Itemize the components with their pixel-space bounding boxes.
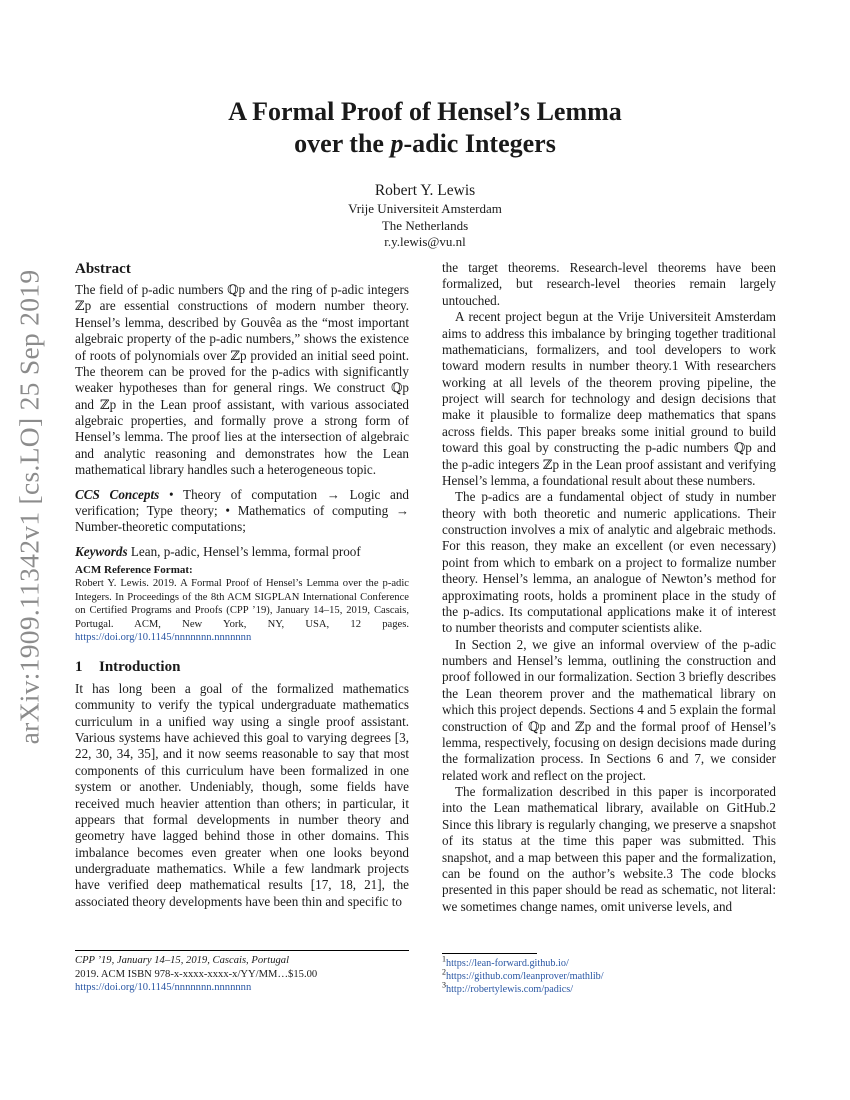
acm-reference <box>75 564 409 645</box>
footnote-rule <box>442 953 537 954</box>
right-paragraph-1: the target theorems. Research-level theorems have been formalized, but research-level theories remain largely untouched. <box>442 260 776 308</box>
ccs-label: CCS Concepts <box>75 486 160 502</box>
left-column <box>75 260 409 910</box>
footnote-2-url[interactable]: https://github.com/leanprover/mathlib/ <box>446 971 604 982</box>
right-paragraph-4: In Section 2, we give an informal overview of the p-adic numbers and Hensel’s lemma, outlining the construction and proof followed in our formalization. Section 3 briefly describes the Lean theorem prover and the mathematical library on which this project depends. Sections 4 and 5 explain the formal construction of ℚp and ℤp and the formal proof of Hensel’s lemma, respectively, focusing on design decisions made during the formalization process. In Sections 6 and 7, we consider related work and reflect on the project. <box>442 636 776 783</box>
conference-doi[interactable]: https://doi.org/10.1145/nnnnnnn.nnnnnnn <box>75 982 252 994</box>
title-line-1: A Formal Proof of Hensel’s Lemma <box>228 97 622 126</box>
conference-venue: CPP ’19, January 14–15, 2019, Cascais, Portugal <box>75 955 290 966</box>
right-paragraph-2: A recent project begun at the Vrije Universiteit Amsterdam aims to address this imbalance by bringing together traditional mathematicians, formalizers, and tool developers to work toward modern results in number theory.1 With researchers working at all levels of the theorem proving pipeline, the project will search for technology and design decisions that make it plausible to formalize deep mathematics that spans across fields. This paper breaks some initial ground to build toward this goal by constructing the p-adic numbers ℚp and the p-adic integers ℤp in the Lean proof assistant and verifying Hensel’s lemma, a foundational result about these numbers. <box>442 309 776 488</box>
footnote-1: $^1$https://lean-forward.github.io/ <box>442 954 569 969</box>
footnote-1-url[interactable]: https://lean-forward.github.io/ <box>446 958 569 969</box>
keywords-text: Lean, p-adic, Hensel’s lemma, formal proof <box>130 543 361 559</box>
arxiv-stamp <box>6 262 52 752</box>
arxiv-stamp-text: arXiv:1909.11342v1 [cs.LO] 25 Sep 2019 <box>13 269 45 745</box>
keywords <box>75 544 409 560</box>
section-number: 1 <box>75 658 83 675</box>
footnote-3: $^3$http://robertylewis.com/padics/ <box>442 980 574 995</box>
paper-title <box>0 96 850 160</box>
footnote-2: $^2$https://github.com/leanprover/mathlib/ <box>442 967 604 982</box>
conference-isbn: 2019. ACM ISBN 978-x-xxxx-xxxx-x/YY/MM…$15.00 <box>75 968 318 980</box>
ccs-text: • Theory of computation → Logic and verification; Type theory; • Mathematics of computing → Number-theoretic computations; <box>75 486 409 535</box>
acm-reference-text: Robert Y. Lewis. 2019. A Formal Proof of Hensel’s Lemma over the p-adic Integers. In Proceedings of the 8th ACM SIGPLAN International Conference on Certified Programs and Proofs (CPP ’19), January 14–15, 2019, Cascais, Portugal. ACM, New York, NY, USA, 12 pages. https://doi.org/10.1145/nnnnnnn.nnnnnnn <box>75 578 409 644</box>
introduction-heading <box>75 657 409 677</box>
acm-reference-heading: ACM Reference Format: <box>75 564 193 576</box>
abstract-heading: Abstract <box>75 261 131 277</box>
author-block <box>0 181 850 251</box>
footnotes <box>442 954 776 996</box>
right-paragraph-5: The formalization described in this paper is incorporated into the Lean mathematical library, available on GitHub.2 Since this library is regularly changing, we preserve a snapshot of its status at the time this paper was submitted. This snapshot, and a map between this paper and the formalization, can be found on the author’s website.3 The code blocks presented in this paper should be read as schematic, not literal: we sometimes change names, omit universe levels, and <box>442 784 776 914</box>
footnote-3-url[interactable]: http://robertylewis.com/padics/ <box>446 984 574 995</box>
author-name: Robert Y. Lewis <box>374 182 476 199</box>
acm-reference-doi[interactable]: https://doi.org/10.1145/nnnnnnn.nnnnnnn <box>75 632 252 644</box>
right-column <box>442 260 776 915</box>
ccs-concepts <box>75 487 409 536</box>
right-paragraph-3: The p-adics are a fundamental object of study in number theory with both theoretic and numeric applications. Their construction involves a mix of analytic and algebraic methods. For this reason, they make an excellent (or even necessary) point from which to embark on a project to formalize number theory. Hensel’s lemma, an analogue of Newton’s method for approximating roots, holds a prominent place in the study of the p-adics. Its computational applications make it of interest to number theorists and computer scientists alike. <box>442 489 776 636</box>
author-affiliation: Vrije Universiteit Amsterdam <box>348 201 502 216</box>
section-title: Introduction <box>99 658 181 675</box>
footer-rule <box>75 950 409 951</box>
abstract-text: The field of p-adic numbers ℚp and the ring of p-adic integers ℤp are essential constructions of modern number theory. Hensel’s lemma, described by Gouvêa as the “most important algebraic property of the p-adic numbers,” shows the existence of roots of polynomials over ℤp provided an initial seed point. The theorem can be proved for the p-adics with significantly weaker hypotheses than for general rings. We construct ℚp and ℤp in the Lean proof assistant, with various associated algebraic properties, and formally prove a strong form of Hensel’s lemma. The proof lies at the intersection of algebraic and analytic reasoning and demonstrates how the Lean mathematical library handles such a heterogeneous topic. <box>75 282 409 478</box>
title-line-2: over the p-adic Integers <box>294 129 556 158</box>
conference-footer <box>75 954 409 995</box>
introduction-paragraph-1: It has long been a goal of the formalized mathematics community to verify the typical undergraduate mathematics curriculum in a unified way using a single proof assistant. Various systems have achieved this goal to varying degrees [3, 22, 30, 34, 35], and it now seems reasonable to say that most components of this curriculum have been formalized in one system or another. Undeniably, though, some fields have received much heavier attention than others; in particular, it appears that formal developments in number theory and geometry have lagged behind those in other domains. This imbalance becomes even greater when one looks beyond undergraduate mathematics. While a few landmark projects have verified deep mathematical results [17, 18, 21], the associated theory developments have been thin and specific to <box>75 680 409 909</box>
keywords-label: Keywords <box>75 543 128 559</box>
author-email[interactable]: r.y.lewis@vu.nl <box>384 234 466 249</box>
author-country: The Netherlands <box>381 217 469 233</box>
